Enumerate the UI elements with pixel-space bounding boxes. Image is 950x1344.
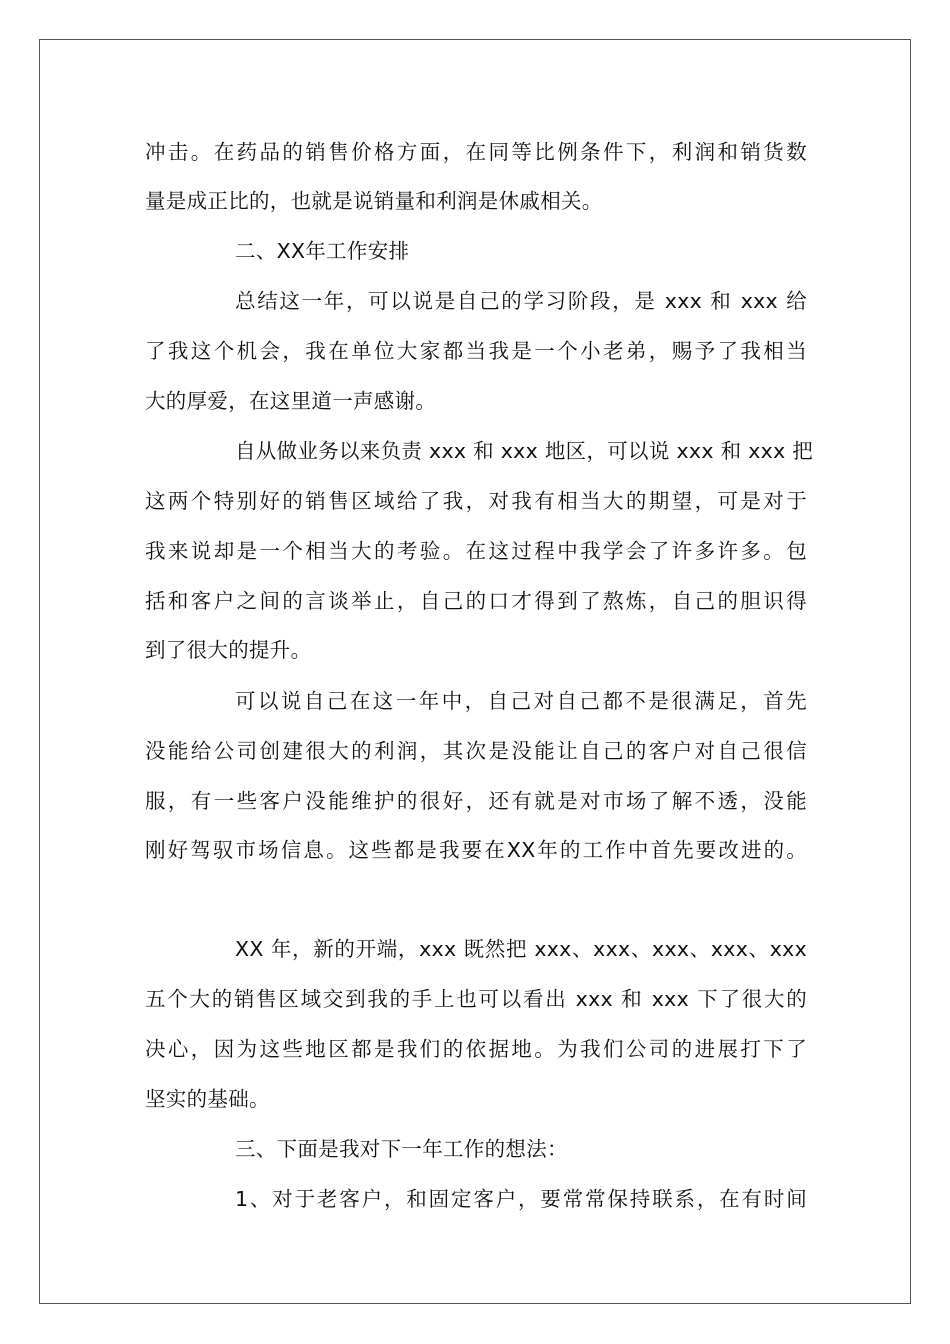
paragraph-line: 刚好驾驭市场信息。这些都是我要在XX年的工作中首先要改进的。 — [145, 838, 807, 862]
paragraph-line: 1、对于老客户，和固定客户，要常常保持联系，在有时间 — [235, 1187, 807, 1211]
paragraph-line: 自从做业务以来负责 xxx 和 xxx 地区，可以说 xxx 和 xxx 把 — [235, 439, 814, 463]
section-heading: 三、下面是我对下一年工作的想法： — [235, 1137, 568, 1161]
paragraph-line: 我来说却是一个相当大的考验。在这过程中我学会了许多许多。包 — [145, 539, 807, 563]
paragraph-line: 括和客户之间的言谈举止，自己的口才得到了熬炼，自己的胆识得 — [145, 589, 807, 613]
paragraph-line: 坚实的基础。 — [145, 1087, 270, 1111]
paragraph-line: 这两个特别好的销售区域给了我，对我有相当大的期望，可是对于 — [145, 489, 807, 513]
paragraph-line: 五个大的销售区域交到我的手上也可以看出 xxx 和 xxx 下了很大的 — [145, 987, 807, 1011]
paragraph-line: 可以说自己在这一年中，自己对自己都不是很满足，首先 — [235, 689, 807, 713]
paragraph-line: 决心，因为这些地区都是我们的依据地。为我们公司的进展打下了 — [145, 1037, 807, 1061]
paragraph-line: 总结这一年，可以说是自己的学习阶段，是 xxx 和 xxx 给 — [235, 289, 807, 313]
paragraph-line: 没能给公司创建很大的利润，其次是没能让自己的客户对自己很信 — [145, 739, 807, 763]
paragraph-line: 大的厚爱，在这里道一声感谢。 — [145, 389, 437, 413]
paragraph-line: XX 年，新的开端，xxx 既然把 xxx、xxx、xxx、xxx、xxx — [235, 937, 807, 961]
paragraph-line: 服，有一些客户没能维护的很好，还有就是对市场了解不透，没能 — [145, 789, 807, 813]
paragraph-line: 了我这个机会，我在单位大家都当我是一个小老弟，赐予了我相当 — [145, 339, 807, 363]
section-heading: 二、XX年工作安排 — [235, 239, 410, 263]
paragraph-line: 量是成正比的，也就是说销量和利润是休戚相关。 — [145, 189, 603, 213]
page-border — [39, 39, 911, 1304]
paragraph-line: 冲击。在药品的销售价格方面，在同等比例条件下，利润和销货数 — [145, 140, 807, 164]
paragraph-line: 到了很大的提升。 — [145, 638, 312, 662]
